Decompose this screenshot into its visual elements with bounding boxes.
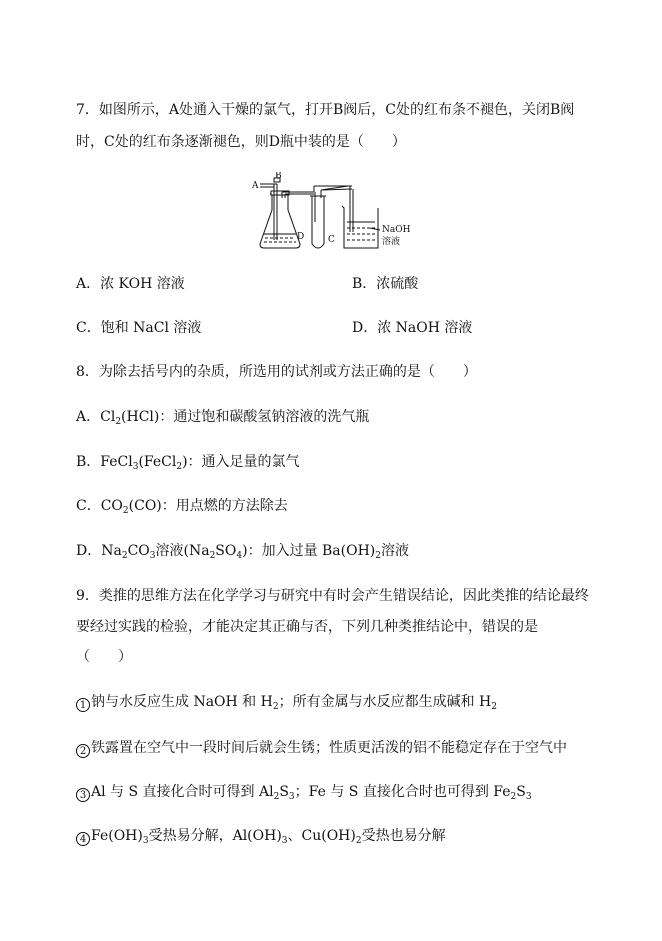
q8-option-d: D．$Na_2CO_3$溶液$(Na_2SO_4)$：加入过量 $Ba(OH)_2$溶液 bbox=[76, 543, 410, 561]
circled-number-3: 3 bbox=[76, 788, 90, 802]
circled-number-4: 4 bbox=[76, 832, 90, 846]
q9-statement-3: 3 Al 与 S 直接化合时可得到 $Al_2S_3$；Fe 与 S 直接化合时也可得到 $Fe_2S_3$ bbox=[76, 783, 532, 802]
label-solution: 溶液 bbox=[382, 237, 401, 247]
q8-option-c: C．$CO_2(CO)$：用点燃的方法除去 bbox=[76, 498, 288, 516]
label-a: A bbox=[252, 181, 259, 191]
q8-option-b: B．FeCl$_3$(FeCl$_2$)：通入足量的氯气 bbox=[76, 454, 300, 472]
q7-stem-line1: 7．如图所示，A处通入干燥的氯气，打开B阀后，C处的红布条不褪色，关闭B阀 bbox=[76, 102, 575, 118]
circled-number-1: 1 bbox=[76, 698, 90, 712]
q7-option-d: D．浓 NaOH 溶液 bbox=[352, 320, 473, 336]
q8-option-a: A．$Cl_2(HCl)$：通过饱和碳酸氢钠溶液的洗气瓶 bbox=[76, 409, 370, 427]
q9-statement-2: 2 铁露置在空气中一段时间后就会生锈；性质更活泼的铝不能稳定存在于空气中 bbox=[76, 739, 567, 758]
label-c: C bbox=[328, 235, 335, 245]
q9-statement-4: 4 $Fe(OH)_3$受热易分解，$Al(OH)_3$、$Cu(OH)_2$受热也易分解 bbox=[76, 827, 446, 846]
q9-statement-1: 1 钠与水反应生成 NaOH 和 $H_2$；所有金属与水反应都生成碱和 $H_2$ bbox=[76, 693, 497, 712]
q9-stem-line1: 9．类推的思维方法在化学学习与研究中有时会产生错误结论，因此类推的结论最终 bbox=[76, 588, 589, 604]
q8-stem: 8．为除去括号内的杂质，所选用的试剂或方法正确的是（ ） bbox=[76, 364, 477, 380]
label-d: D bbox=[297, 232, 305, 242]
label-b: B bbox=[275, 172, 282, 181]
q7-option-c: C．饱和 NaCl 溶液 bbox=[76, 320, 202, 336]
q7-apparatus-diagram bbox=[252, 172, 420, 254]
circled-number-2: 2 bbox=[76, 744, 90, 758]
q9-stem-line2: 要经过实践的检验，才能决定其正确与否，下列几种类推结论中，错误的是 bbox=[76, 619, 538, 635]
q7-stem-line2: 时，C处的红布条逐渐褪色，则D瓶中装的是（ ） bbox=[76, 134, 406, 150]
q7-option-b: B．浓硫酸 bbox=[352, 276, 419, 292]
label-naoh: NaOH bbox=[382, 225, 411, 235]
q9-stem-line3: （ ） bbox=[76, 649, 132, 665]
q7-option-a: A．浓 KOH 溶液 bbox=[76, 276, 185, 292]
